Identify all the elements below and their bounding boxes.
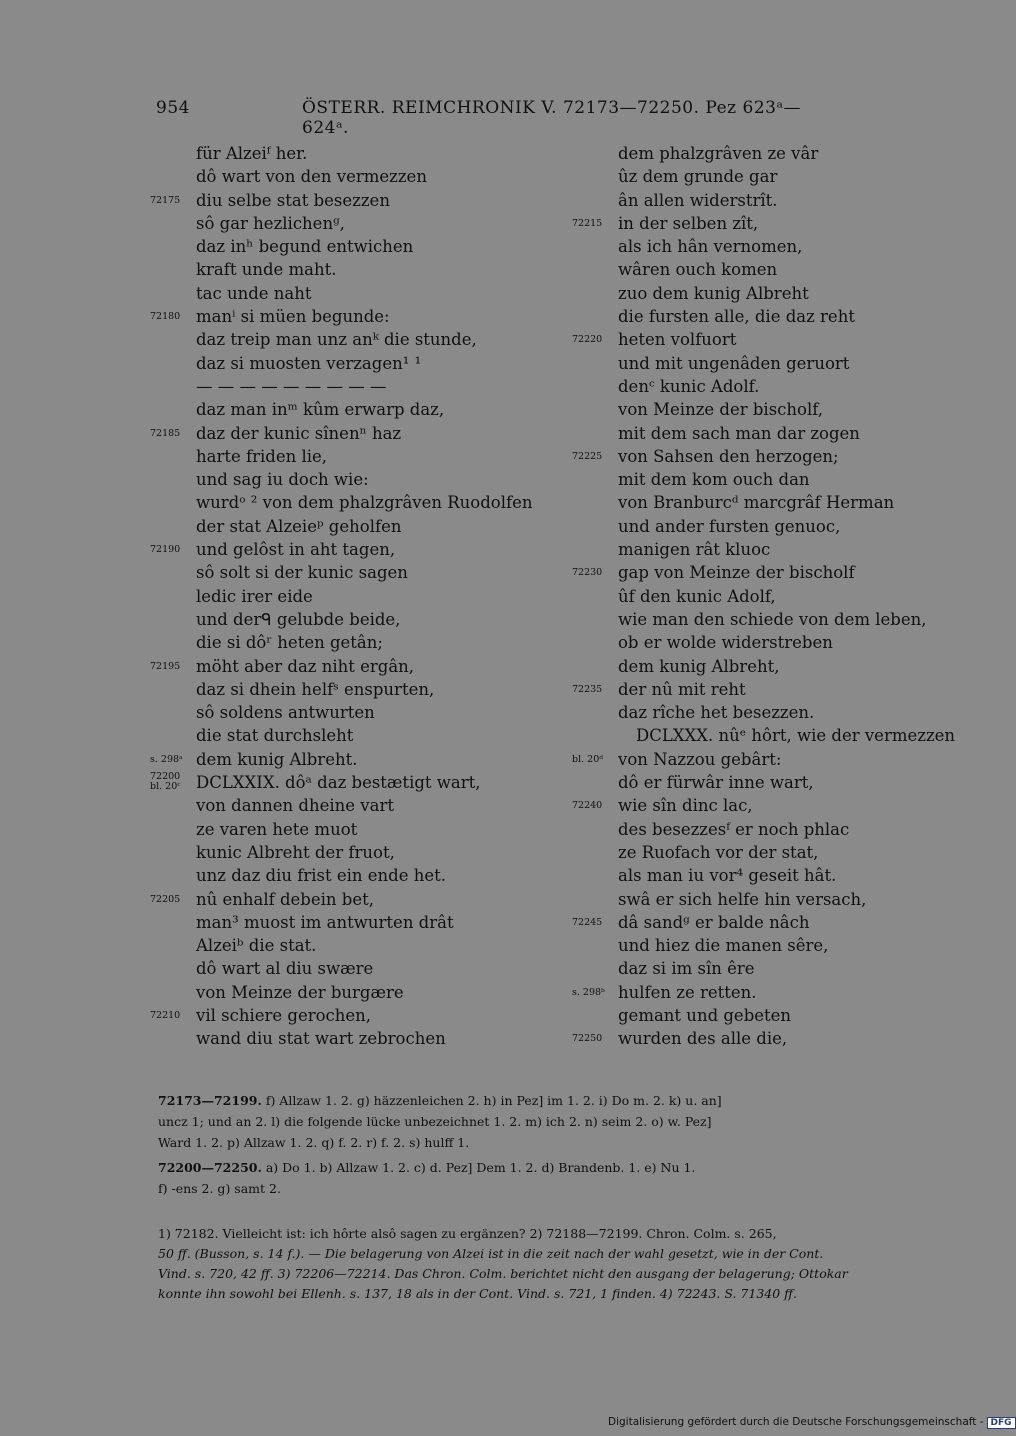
verse-line <box>150 468 570 491</box>
verse-line <box>572 1004 992 1027</box>
verse-text: von Sahsen den herzogen; <box>618 446 839 466</box>
verse-text: die fursten alle, die daz reht <box>618 307 855 327</box>
verse-line <box>572 981 992 1004</box>
verse-text: man³ muost im antwurten drât <box>196 912 454 932</box>
verse-text: Alzeiᵇ die stat. <box>196 936 317 956</box>
verse-line <box>150 515 570 538</box>
verse-text: manigen rât kluoc <box>618 540 771 560</box>
verse-text: sô solt si der kunic sagen <box>196 563 408 583</box>
verse-text: der stat Alzeieᵖ geholfen <box>196 516 402 536</box>
verse-line <box>572 771 992 794</box>
verse-line <box>572 888 992 911</box>
footer-text: Digitalisierung gefördert durch die Deutsche Forschungsgemeinschaft - <box>608 1416 984 1428</box>
commentary-line: 50 ff. (Busson, s. 14 f.). — Die belagerung von Alzei ist in die zeit nach der wahl gesetzt, wie in der Cont. <box>158 1246 824 1261</box>
verse-line <box>572 258 992 281</box>
verse-line <box>150 934 570 957</box>
verse-line <box>150 561 570 584</box>
verse-text: und hiez die manen sêre, <box>618 936 829 956</box>
verse-line <box>150 491 570 514</box>
verse-line <box>150 957 570 980</box>
verse-text: dâ sandᵍ er balde nâch <box>618 912 810 932</box>
verse-text: sô soldens antwurten <box>196 703 375 723</box>
verse-line <box>572 864 992 887</box>
verse-text: wie man den schiede von dem leben, <box>618 609 927 629</box>
verse-line <box>572 748 992 771</box>
verse-text: heten volfuort <box>618 330 737 350</box>
verse-text: swâ er sich helfe hin versach, <box>618 889 867 909</box>
verse-text: dô wart von den vermezzen <box>196 167 427 187</box>
verse-line <box>572 375 992 398</box>
verse-text: dem kunig Albreht, <box>618 656 780 676</box>
verse-line <box>150 748 570 771</box>
commentary-line: Vind. s. 720, 42 ff. 3) 72206—72214. Das Chron. Colm. berichtet nicht den ausgang der belagerung; Ottokar <box>158 1266 848 1281</box>
verse-text: DCLXXIX. dôᵃ daz bestætigt wart, <box>196 773 481 793</box>
verse-line <box>572 491 992 514</box>
verse-line <box>572 422 992 445</box>
verse-text: wurdᵒ ² von dem phalzgrâven Ruodolfen <box>196 493 533 513</box>
verse-text: daz rîche het besezzen. <box>618 703 815 723</box>
verse-text: daz treip man unz anᵏ die stunde, <box>196 330 477 350</box>
line-number: 72175 <box>150 194 181 206</box>
verse-text: sô gar hezlichenᵍ, <box>196 213 345 233</box>
verse-text: harte friden lie, <box>196 446 328 466</box>
apparatus-ref: 72200—72250. <box>158 1160 262 1175</box>
line-number: 72220 <box>572 334 603 346</box>
verse-line <box>150 282 570 305</box>
verse-text: ân allen widerstrît. <box>618 190 778 210</box>
line-number: 72200 bl. 20ᶜ <box>150 771 181 793</box>
verse-text: diu selbe stat besezzen <box>196 190 390 210</box>
commentary-notes <box>158 1224 978 1304</box>
verse-line <box>150 1027 570 1050</box>
verse-line <box>150 538 570 561</box>
verse-line <box>572 1027 992 1050</box>
verse-text: und gelôst in aht tagen, <box>196 540 396 560</box>
verse-line <box>572 794 992 817</box>
verse-line <box>572 189 992 212</box>
line-number: 72210 <box>150 1009 181 1021</box>
verse-text: vil schiere gerochen, <box>196 1005 372 1025</box>
verse-text: von Meinze der burgære <box>196 982 404 1002</box>
line-number: s. 298ᵇ <box>572 986 605 998</box>
verse-line <box>572 515 992 538</box>
verse-line <box>150 981 570 1004</box>
verse-line <box>572 538 992 561</box>
verse-text: wie sîn dinc lac, <box>618 796 753 816</box>
commentary-line: 1) 72182. Vielleicht ist: ich hôrte alsô sagen zu ergänzen? 2) 72188—72199. Chron. Colm. s. 265, <box>158 1226 777 1241</box>
verse-line <box>150 841 570 864</box>
line-number: 72215 <box>572 217 603 229</box>
line-number: 72225 <box>572 450 603 462</box>
apparatus-line: f) Allzaw 1. 2. g) häzzenleichen 2. h) in Pez] im 1. 2. i) Do m. 2. k) u. an] <box>265 1093 722 1108</box>
verse-line <box>150 911 570 934</box>
left-verse-column <box>150 142 570 1051</box>
verse-line <box>150 235 570 258</box>
verse-text: daz si muosten verzagen¹ ¹ <box>196 353 422 373</box>
verse-line <box>572 608 992 631</box>
verse-text: dô wart al diu swære <box>196 959 374 979</box>
verse-text: zuo dem kunig Albreht <box>618 283 809 303</box>
verse-text: und derᑫ gelubde beide, <box>196 609 401 629</box>
commentary-line: konnte ihn sowohl bei Ellenh. s. 137, 18 als in der Cont. Vind. s. 721, 1 finden. 4) 72243. S. 71340 ff. <box>158 1286 797 1301</box>
verse-line <box>150 655 570 678</box>
verse-line <box>572 911 992 934</box>
apparatus-ref: 72173—72199. <box>158 1093 262 1108</box>
verse-line <box>572 561 992 584</box>
verse-line <box>572 282 992 305</box>
verse-text: dem kunig Albreht. <box>196 749 358 769</box>
verse-line <box>150 352 570 375</box>
verse-text: von Meinze der bischolf, <box>618 400 824 420</box>
critical-apparatus <box>158 1090 978 1199</box>
line-number: s. 298ᵃ <box>150 753 183 765</box>
verse-line <box>150 189 570 212</box>
verse-text: ûf den kunic Adolf, <box>618 586 776 606</box>
verse-text: daz si im sîn êre <box>618 959 755 979</box>
verse-text: kunic Albreht der fruot, <box>196 842 395 862</box>
apparatus-line: uncz 1; und an 2. l) die folgende lücke unbezeichnet 1. 2. m) ich 2. n) seim 2. o) w. Pez] <box>158 1114 712 1129</box>
verse-text: gap von Meinze der bischolf <box>618 563 855 583</box>
verse-text: und mit ungenâden geruort <box>618 353 850 373</box>
verse-text: dem phalzgrâven ze vâr <box>618 144 819 163</box>
verse-text: daz si dhein helfˢ enspurten, <box>196 679 435 699</box>
verse-line <box>150 212 570 235</box>
verse-line <box>572 142 992 165</box>
verse-text: wurden des alle die, <box>618 1029 788 1049</box>
dfg-logo: DFG <box>987 1417 1016 1429</box>
verse-line <box>150 398 570 421</box>
verse-text: hulfen ze retten. <box>618 982 757 1002</box>
verse-text: und ander fursten genuoc, <box>618 516 841 536</box>
verse-text: ze Ruofach vor der stat, <box>618 842 819 862</box>
verse-line <box>572 235 992 258</box>
verse-text: in der selben zît, <box>618 213 759 233</box>
verse-text: nû enhalf debein bet, <box>196 889 374 909</box>
verse-text: als ich hân vernomen, <box>618 237 803 257</box>
verse-line <box>572 724 992 747</box>
verse-text: denᶜ kunic Adolf. <box>618 376 760 396</box>
verse-line <box>150 258 570 281</box>
verse-line <box>150 1004 570 1027</box>
apparatus-line: a) Do 1. b) Allzaw 1. 2. c) d. Pez] Dem 1. 2. d) Brandenb. 1. e) Nu 1. <box>265 1160 696 1175</box>
verse-line <box>150 701 570 724</box>
verse-text: mit dem kom ouch dan <box>618 470 810 490</box>
apparatus-line: Ward 1. 2. p) Allzaw 1. 2. q) f. 2. r) f. 2. s) hulff 1. <box>158 1135 470 1150</box>
verse-line <box>150 864 570 887</box>
verse-line <box>572 818 992 841</box>
line-number: 72185 <box>150 427 181 439</box>
verse-text: daz man inᵐ kûm erwarp daz, <box>196 400 445 420</box>
verse-line <box>572 352 992 375</box>
verse-text: kraft unde maht. <box>196 260 337 280</box>
verse-text: ledic irer eide <box>196 586 313 606</box>
verse-text: wâren ouch komen <box>618 260 778 280</box>
verse-text: möht aber daz niht ergân, <box>196 656 415 676</box>
apparatus-line: f) -ens 2. g) samt 2. <box>158 1181 281 1196</box>
verse-line <box>150 165 570 188</box>
verse-line <box>572 678 992 701</box>
verse-line <box>572 585 992 608</box>
verse-text: für Alzeiᶠ her. <box>196 144 308 163</box>
verse-line <box>150 585 570 608</box>
verse-text: daz inʰ begund entwichen <box>196 237 414 257</box>
right-verse-column <box>572 142 992 1051</box>
verse-line <box>572 957 992 980</box>
line-number: 72230 <box>572 567 603 579</box>
verse-text: des besezzesᶠ er noch phlac <box>618 819 850 839</box>
verse-line <box>572 468 992 491</box>
verse-text: tac unde naht <box>196 283 312 303</box>
verse-line <box>572 655 992 678</box>
verse-line <box>150 328 570 351</box>
verse-text: DCLXXX. nûᵉ hôrt, wie der vermezzen <box>636 726 956 746</box>
verse-line <box>150 818 570 841</box>
verse-line <box>150 608 570 631</box>
verse-text: die stat durchsleht <box>196 726 354 746</box>
verse-text: von Branburcᵈ marcgrâf Herman <box>618 493 895 513</box>
line-number: 72235 <box>572 683 603 695</box>
verse-line <box>150 794 570 817</box>
verse-text: unz daz diu frist ein ende het. <box>196 866 446 886</box>
verse-text: die si dôʳ heten getân; <box>196 633 383 653</box>
verse-line <box>572 305 992 328</box>
page-number: 954 <box>156 98 190 118</box>
verse-line <box>572 701 992 724</box>
verse-line <box>150 631 570 654</box>
verse-line <box>150 445 570 468</box>
verse-text: daz der kunic sînenⁿ haz <box>196 423 402 443</box>
verse-line <box>150 771 570 794</box>
verse-text: dô er fürwâr inne wart, <box>618 773 814 793</box>
line-number: 72240 <box>572 800 603 812</box>
line-number: 72245 <box>572 916 603 928</box>
verse-line <box>572 445 992 468</box>
verse-text: ob er wolde widerstreben <box>618 633 833 653</box>
verse-text: — — — — — — — — — <box>196 376 387 396</box>
verse-text: von Nazzou gebârt: <box>618 749 782 769</box>
verse-line <box>150 888 570 911</box>
verse-line <box>150 422 570 445</box>
line-number: 72195 <box>150 660 181 672</box>
verse-line <box>572 328 992 351</box>
line-number: bl. 20ᵈ <box>572 753 604 765</box>
verse-text: gemant und gebeten <box>618 1005 792 1025</box>
verse-line <box>150 724 570 747</box>
verse-text: wand diu stat wart zebrochen <box>196 1029 446 1049</box>
verse-line <box>572 631 992 654</box>
verse-line <box>150 375 570 398</box>
running-title: ÖSTERR. REIMCHRONIK V. 72173—72250. Pez 623ᵃ—624ᵃ. <box>302 98 802 138</box>
verse-text: von dannen dheine vart <box>196 796 394 816</box>
line-number: 72250 <box>572 1033 603 1045</box>
verse-line <box>572 212 992 235</box>
verse-line <box>572 398 992 421</box>
verse-text: ûz dem grunde gar <box>618 167 778 187</box>
verse-text: und sag iu doch wie: <box>196 470 369 490</box>
verse-line <box>572 841 992 864</box>
verse-text: mit dem sach man dar zogen <box>618 423 860 443</box>
verse-text: der nû mit reht <box>618 679 746 699</box>
line-number: 72180 <box>150 311 181 323</box>
verse-text: manⁱ si müen begunde: <box>196 307 390 327</box>
line-number: 72205 <box>150 893 181 905</box>
verse-text: ze varen hete muot <box>196 819 358 839</box>
verse-text: als man iu vor⁴ geseit hât. <box>618 866 837 886</box>
verse-line <box>572 165 992 188</box>
verse-line <box>150 678 570 701</box>
line-number: 72190 <box>150 544 181 556</box>
verse-line <box>150 142 570 165</box>
verse-line <box>572 934 992 957</box>
verse-line <box>150 305 570 328</box>
digitization-footer <box>608 1416 1016 1429</box>
